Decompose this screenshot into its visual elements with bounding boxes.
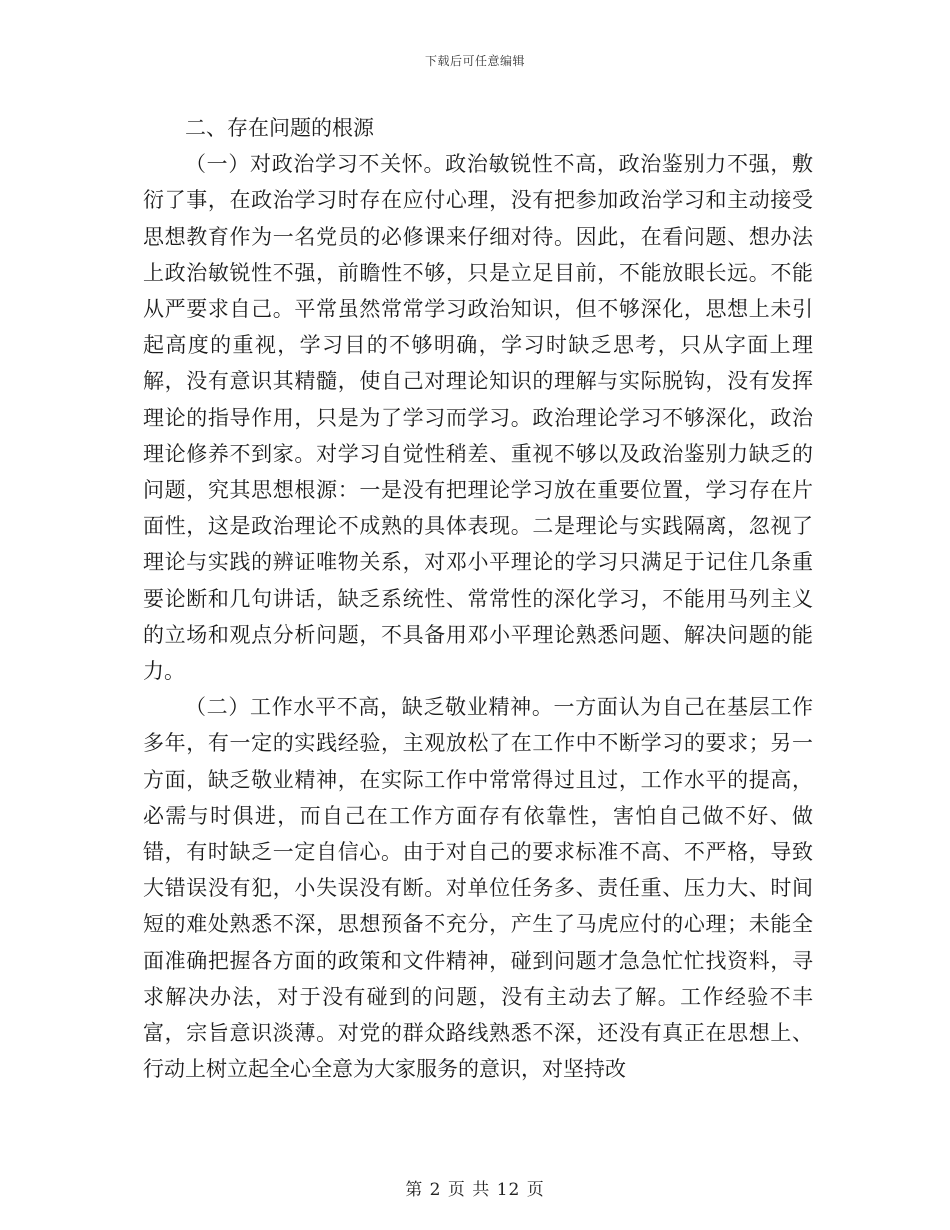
section-heading: 二、存在问题的根源 <box>185 116 374 140</box>
page-number-footer: 第 2 页 共 12 页 <box>405 1180 545 1200</box>
document-body <box>143 110 813 1087</box>
page-header: 下载后可任意编辑 <box>424 54 525 68</box>
paragraph-2: （二）工作水平不高，缺乏敬业精神。一方面认为自己在基层工作多年，有一定的实践经验，主观放松了在工作中不断学习的要求；另一方面，缺乏敬业精神，在实际工作中常常得过且过，工作水平的提高，必需与时俱进，而自己在工作方面存有依靠性，害怕自己做不好、做错，有时缺乏一定自信心。由于对自己的要求标准不高、不严格，导致大错误没有犯，小失误没有断。对单位任务多、责任重、压力大、时间短的难处熟悉不深，思想预备不充分，产生了马虎应付的心理；未能全面准确把握各方面的政策和文件精神，碰到问题才急急忙忙找资料，寻求解决办法，对于没有碰到的问题，没有主动去了解。工作经验不丰富，宗旨意识淡薄。对党的群众路线熟悉不深，还没有真正在思想上、行动上树立起全心全意为大家服务的意识，对坚持改 <box>143 695 813 1082</box>
paragraph-1: （一）对政治学习不关怀。政治敏锐性不高，政治鉴别力不强，敷衍了事，在政治学习时存在应付心理，没有把参加政治学习和主动接受思想教育作为一名党员的必修课来仔细对待。因此，在看问题、想办法上政治敏锐性不强，前瞻性不够，只是立足目前，不能放眼长远。不能从严要求自己。平常虽然常常学习政治知识，但不够深化，思想上未引起高度的重视，学习目的不够明确，学习时缺乏思考，只从字面上理解，没有意识其精髓，使自己对理论知识的理解与实际脱钩，没有发挥理论的指导作用，只是为了学习而学习。政治理论学习不够深化，政治理论修养不到家。对学习自觉性稍差、重视不够以及政治鉴别力缺乏的问题，究其思想根源：一是没有把理论学习放在重要位置，学习存在片面性，这是政治理论不成熟的具体表现。二是理论与实践隔离，忽视了理论与实践的辨证唯物关系，对邓小平理论的学习只满足于记住几条重要论断和几句讲话，缺乏系统性、常常性的深化学习，不能用马列主义的立场和观点分析问题，不具备用邓小平理论熟悉问题、解决问题的能力。 <box>143 152 813 684</box>
